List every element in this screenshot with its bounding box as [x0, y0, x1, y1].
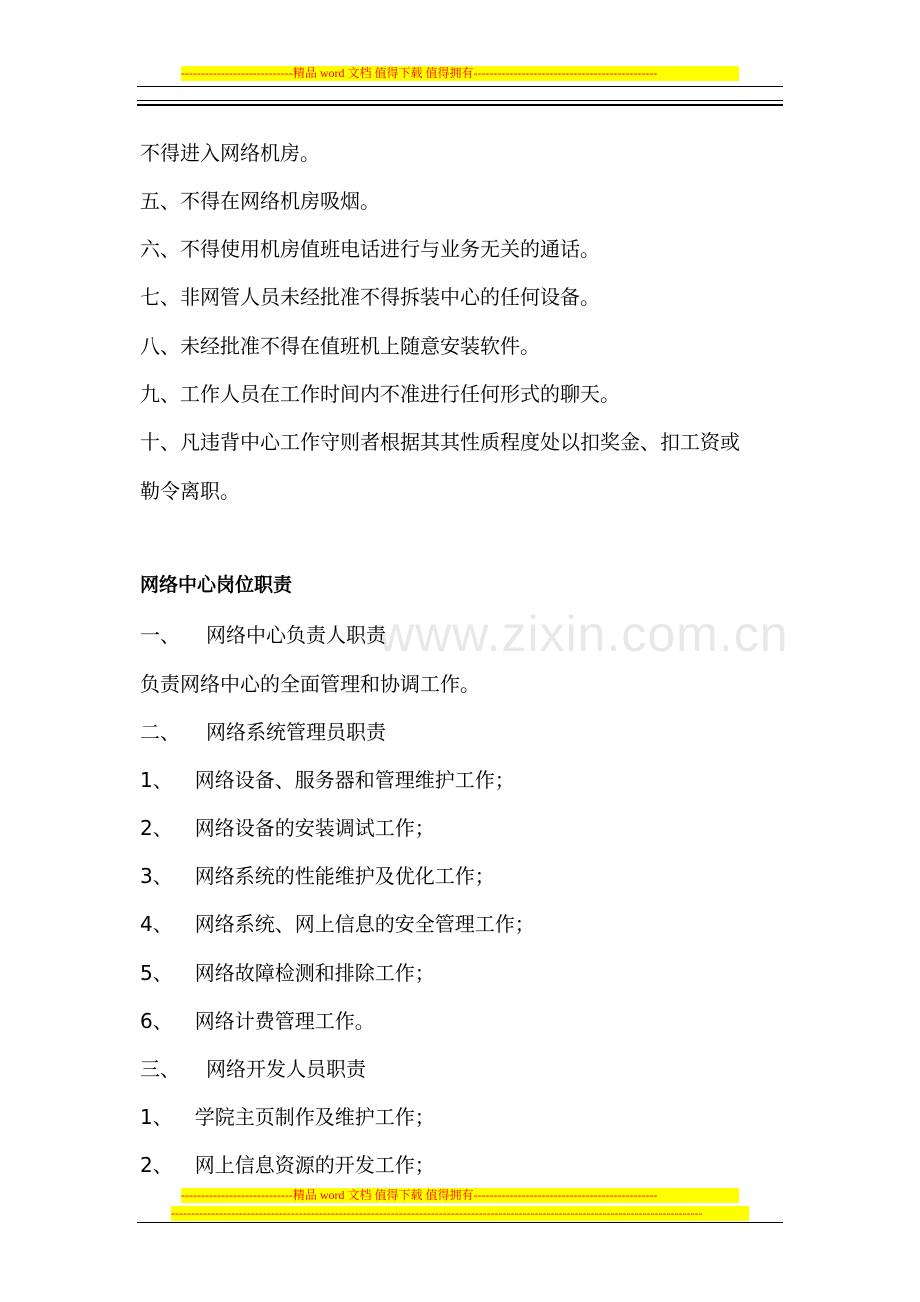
- rule-line: 十、凡违背中心工作守则者根据其其性质程度处以扣奖金、扣工资或: [140, 430, 740, 454]
- item-number: 4、: [140, 912, 173, 936]
- item-text: 网络故障检测和排除工作；: [194, 961, 435, 985]
- header-rule: [137, 86, 783, 87]
- heading-title: 网络系统管理员职责: [206, 720, 386, 744]
- rule-line: 不得进入网络机房。: [140, 141, 320, 165]
- item-number: 2、: [140, 1153, 173, 1177]
- list-item: [140, 863, 495, 889]
- heading-number: 二、: [140, 720, 180, 744]
- item-text: 网络系统的性能维护及优化工作；: [194, 864, 495, 888]
- item-number: 2、: [140, 816, 173, 840]
- header-double-rule-thin: [137, 100, 783, 101]
- list-item: [140, 1152, 435, 1178]
- rule-line: 勒令离职。: [140, 479, 240, 503]
- item-text: 网上信息资源的开发工作；: [194, 1153, 435, 1177]
- item-text: 学院主页制作及维护工作；: [194, 1105, 435, 1129]
- heading-number: 三、: [140, 1057, 180, 1081]
- duty-heading: [140, 622, 386, 648]
- header-banner: ----------------------------精品 word 文档 值得下载 值得拥有----------------------------------------------: [181, 66, 739, 81]
- heading-title: 网络开发人员职责: [206, 1057, 366, 1081]
- item-number: 3、: [140, 864, 173, 888]
- item-text: 网络设备的安装调试工作；: [194, 816, 435, 840]
- item-number: 1、: [140, 768, 173, 792]
- duty-heading: [140, 1056, 366, 1082]
- list-item: [140, 815, 435, 841]
- item-text: 网络系统、网上信息的安全管理工作；: [194, 912, 535, 936]
- duty-text: 负责网络中心的全面管理和协调工作。: [140, 672, 480, 696]
- item-number: 5、: [140, 961, 173, 985]
- list-item: [140, 767, 515, 793]
- list-item: [140, 1008, 375, 1034]
- rule-line: 七、非网管人员未经批准不得拆装中心的任何设备。: [140, 285, 600, 309]
- footer-dashes: -------------------------------------------------------------------------------------------------------------------------------------: [171, 1206, 749, 1221]
- list-item: [140, 911, 535, 937]
- footer-rule: [137, 1222, 783, 1223]
- heading-number: 一、: [140, 623, 180, 647]
- section-title: 网络中心岗位职责: [140, 574, 293, 596]
- rule-line: 八、未经批准不得在值班机上随意安装软件。: [140, 334, 540, 358]
- duty-heading: [140, 719, 386, 745]
- header-double-rule-thick: [137, 104, 783, 106]
- item-text: 网络计费管理工作。: [194, 1009, 375, 1033]
- footer-banner: ----------------------------精品 word 文档 值得下载 值得拥有----------------------------------------------: [181, 1188, 739, 1203]
- rule-line: 九、工作人员在工作时间内不准进行任何形式的聊天。: [140, 382, 620, 406]
- item-number: 6、: [140, 1009, 173, 1033]
- watermark: www.zixin.com.cn: [378, 606, 789, 662]
- rule-line: 五、不得在网络机房吸烟。: [140, 189, 380, 213]
- item-number: 1、: [140, 1105, 173, 1129]
- list-item: [140, 1104, 435, 1130]
- item-text: 网络设备、服务器和管理维护工作；: [194, 768, 515, 792]
- list-item: [140, 960, 435, 986]
- heading-title: 网络中心负责人职责: [206, 623, 386, 647]
- rule-line: 六、不得使用机房值班电话进行与业务无关的通话。: [140, 237, 600, 261]
